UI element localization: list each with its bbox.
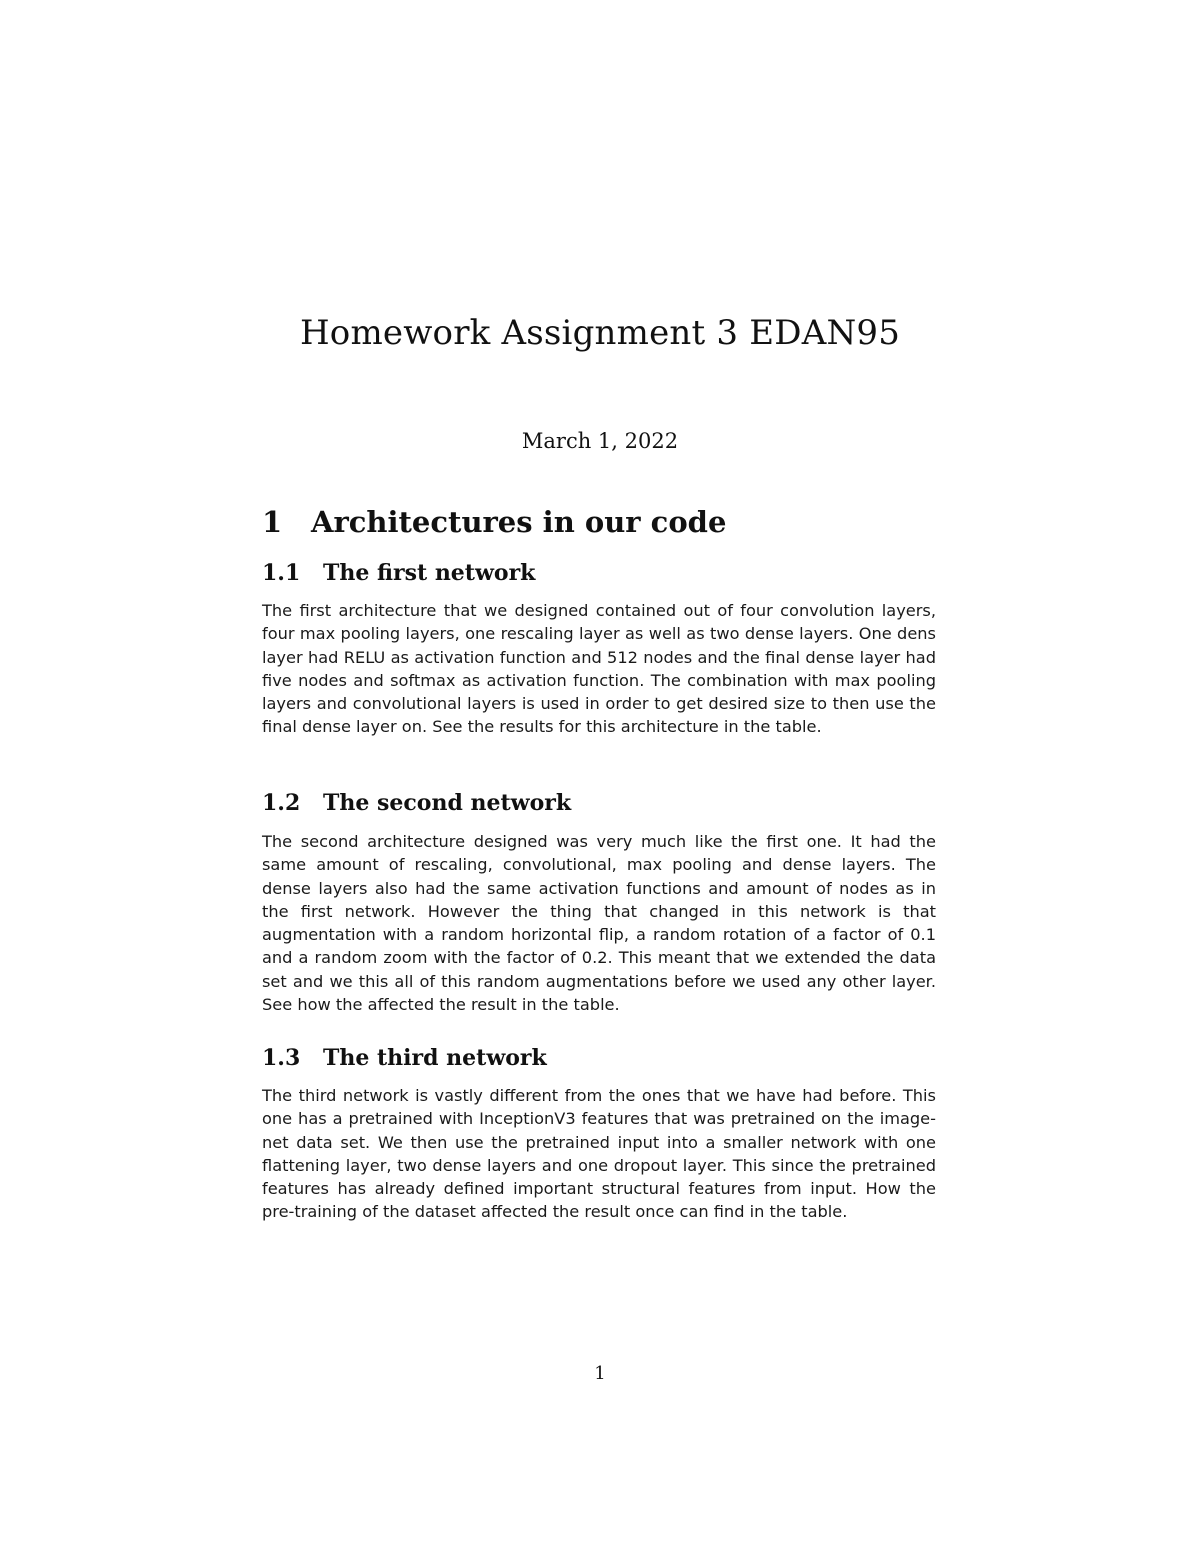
document-date: March 1, 2022 <box>521 429 679 453</box>
paragraph-second-network: The second architecture designed was very much like the first one. It had the same amount of rescaling, convolutional, max pooling and dense layers. The dense layers also had the same activation functions and amount of nodes as in the first network. However the thing that changed in this network is that augmentation with a random horizontal flip, a random rotation of a factor of 0.1 and a random zoom with the factor of 0.2. This meant that we extended the data set and we this all of this random augmentations before we used any other layer. See how the affected the result in the table. <box>262 832 936 1015</box>
paragraph-first-network: The first architecture that we designed contained out of four convolution layers, four max pooling layers, one rescaling layer as well as two dense layers. One dens layer had RELU as activation function and 512 nodes and the final dense layer had five nodes and softmax as activation function. The combination with max pooling layers and convolutional layers is used in order to get desired size to then use the final dense layer on. See the results for this architecture in the table. <box>262 601 936 737</box>
subsection-number: 1.2 <box>262 790 301 816</box>
subsection-heading-1-1 <box>262 560 535 586</box>
section-title: Architectures in our code <box>311 505 727 539</box>
subsection-heading-1-3 <box>262 1045 547 1071</box>
page-number: 1 <box>594 1363 606 1384</box>
subsection-title: The third network <box>323 1045 547 1071</box>
section-heading <box>262 505 726 539</box>
document-title: Homework Assignment 3 EDAN95 <box>299 313 901 353</box>
subsection-number: 1.1 <box>262 560 301 586</box>
subsection-title: The second network <box>323 790 572 816</box>
subsection-title: The first network <box>323 560 536 586</box>
section-number: 1 <box>262 505 283 539</box>
subsection-number: 1.3 <box>262 1045 301 1071</box>
subsection-heading-1-2 <box>262 790 571 816</box>
paragraph-third-network: The third network is vastly different from the ones that we have had before. This one has a pretrained with InceptionV3 features that was pretrained on the image-net data set. We then use the pretrained input into a smaller network with one flattening layer, two dense layers and one dropout layer. This since the pretrained features has already defined important structural features from input. How the pre-training of the dataset affected the result once can find in the table. <box>262 1086 936 1222</box>
